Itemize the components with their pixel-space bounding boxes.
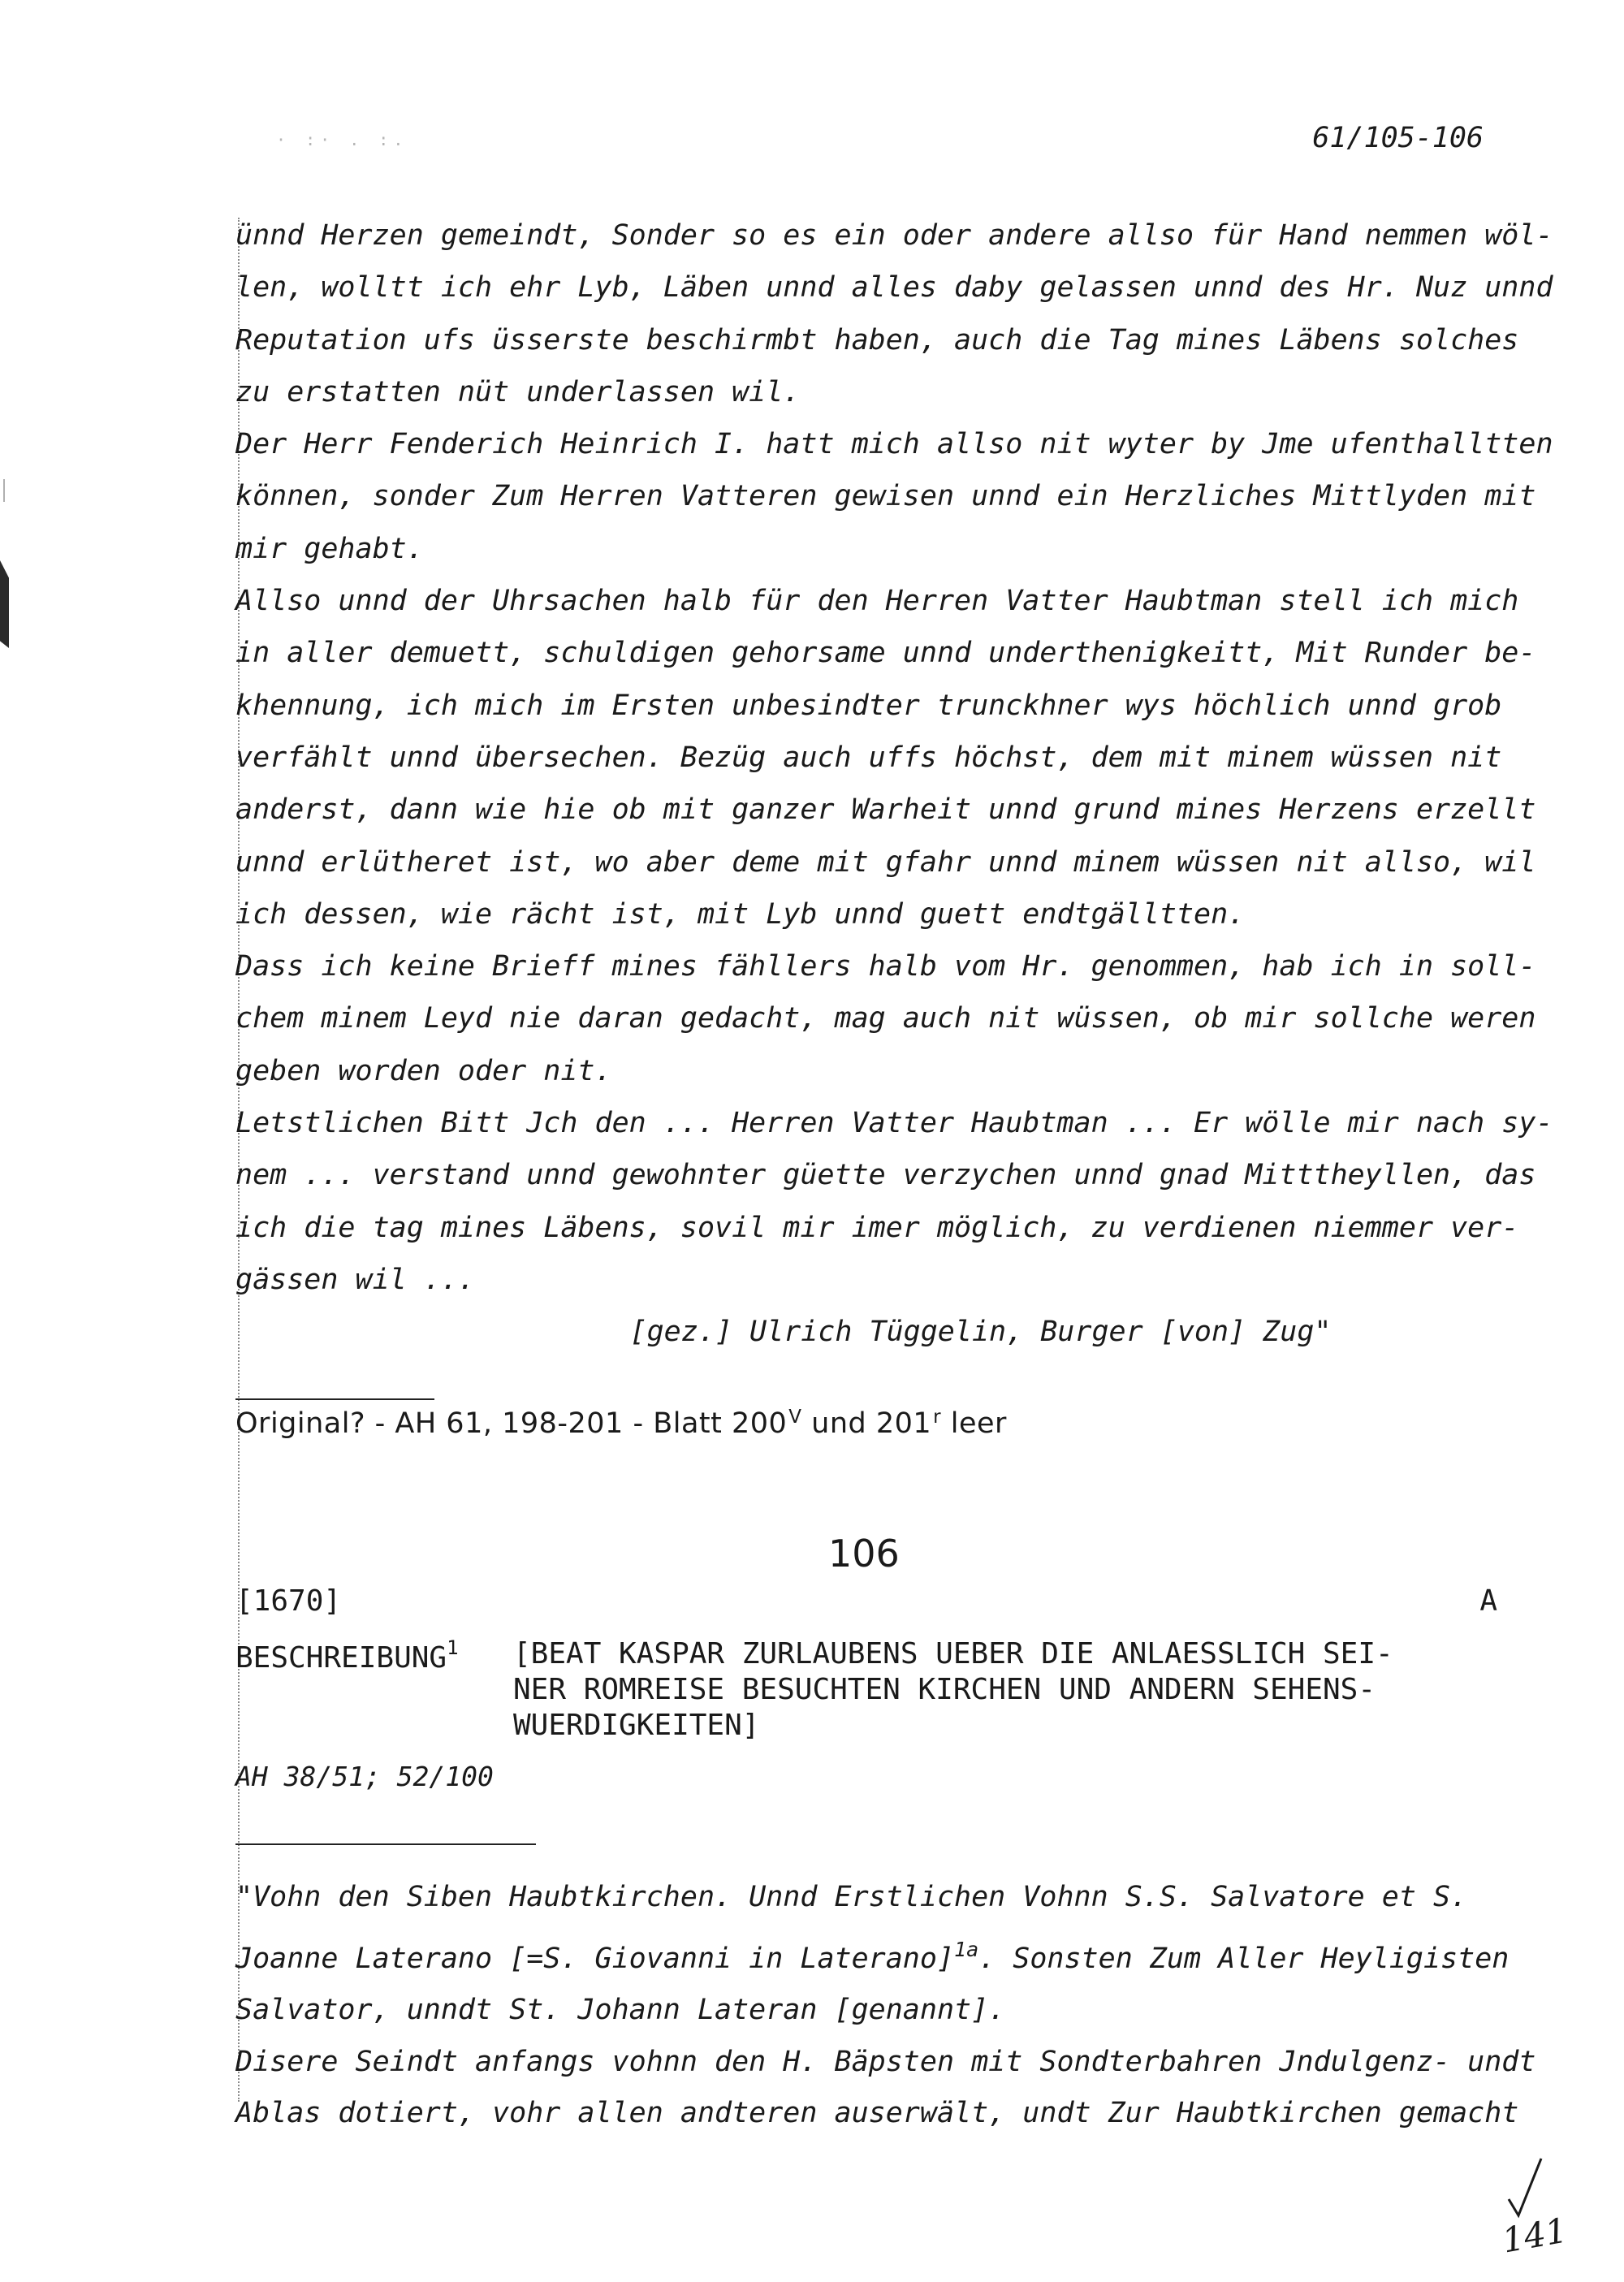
scan-edge-shadow (0, 560, 9, 648)
letter-body (235, 210, 1553, 1359)
body-line: können, sonder Zum Herren Vatteren gewisen unnd ein Herzliches Mittlyden mit (235, 480, 1536, 513)
body-line: geben worden oder nit. (235, 1054, 612, 1087)
body-line: khennung, ich mich im Ersten unbesindter trunckhner wys höchlich unnd grob (235, 689, 1502, 722)
quote-line: Disere Seindt anfangs vohnn den H. Bäpsten mit Sondterbahren Jndulgenz- undt (235, 2045, 1536, 2078)
quote-footnote-marker: 1a (954, 1937, 979, 1961)
quote-line-part: . Sonsten Zum Aller Heyligisten (978, 1942, 1510, 1975)
signature: [gez.] Ulrich Tüggelin, Burger [von] Zug" (629, 1316, 1332, 1349)
body-line: nem ... verstand unnd gewohnter güette verzychen unnd gnad Mittthеyllen, das (235, 1159, 1536, 1192)
body-line: chem minem Leyd nie daran gedacht, mag auch nit wüssen, ob mir sollche weren (235, 1002, 1536, 1035)
quote-block (235, 1872, 1535, 2140)
footnote-sup-v: V (788, 1407, 802, 1428)
footnote-sup-r: r (933, 1407, 942, 1428)
entry-title: [BEAT KASPAR ZURLAUBENS UEBER DIE ANLAESSLICH SEI- NER ROMREISE BESUCHTEN KIRCHEN UND ANDERN SEHENS- WUERDIGKEITEN] (513, 1637, 1393, 1742)
quote-line: Salvator, unndt St. Johann Lateran [genannt]. (235, 1994, 1006, 2026)
body-line: unnd erlütheret ist, wo aber deme mit gfahr unnd minem wüssen nit allso, wil (235, 845, 1536, 879)
body-line: ünnd Herzen gemeindt, Sonder so es ein oder andere allso für Hand nemmen wöl- (235, 219, 1553, 252)
entry-title-label (235, 1636, 459, 1675)
quote-line-part: Joanne Laterano [=S. Giovanni in Laterano] (235, 1942, 955, 1975)
quote-divider (235, 1843, 536, 1845)
scan-specks: · :· . :. (276, 130, 408, 149)
body-line: verfählt unnd übersechen. Bezüg auch uffs höchst, dem mit minem wüssen nit (235, 741, 1502, 774)
quote-line: Ablas dotiert, vohr allen andteren auserwält, undt Zur Haubtkirchen gemacht (235, 2097, 1519, 2129)
body-line: len, wolltt ich ehr Lyb, Läben unnd alles daby gelassen unnd des Hr. Nuz unnd (235, 271, 1553, 305)
scan-edge-mark (3, 479, 5, 502)
footnote (235, 1407, 1007, 1440)
page-reference: 61/105-106 (1312, 122, 1484, 154)
footnote-text: Original? - AH 61, 198-201 - Blatt 200 (235, 1407, 788, 1440)
entry-year: [1670] (235, 1584, 342, 1618)
footnote-text-mid: und 201 (801, 1407, 932, 1440)
body-line: mir gehabt. (235, 532, 424, 565)
body-line: ich die tag mines Läbens, sovil mir imer möglich, zu verdienen niemmer ver- (235, 1211, 1519, 1244)
title-footnote-marker: 1 (447, 1636, 459, 1659)
quote-line: "Vohn den Siben Haubtkirchen. Unnd Erstlichen Vohnn S.S. Salvatore et S. (235, 1881, 1468, 1913)
body-line: gässen wil ... (235, 1263, 476, 1296)
body-line: Reputation ufs üsserste beschirmbt haben, auch die Tag mines Läbens solches (235, 323, 1519, 357)
body-line: ich dessen, wie rächt ist, mit Lyb unnd guett endtgälltten. (235, 897, 1246, 931)
entry-number: 106 (828, 1532, 900, 1575)
entry-source: AH 38/51; 52/100 (235, 1761, 494, 1792)
body-line: zu erstatten nüt underlassen wil. (235, 375, 801, 408)
title-label-text: BESCHREIBUNG (235, 1641, 447, 1675)
handwritten-page-number: 141 (1499, 2210, 1570, 2261)
body-line: Dass ich keine Brieff mines fähllers halb vom Hr. genommen, hab ich in soll- (235, 950, 1536, 983)
body-line: Allso unnd der Uhrsachen halb für den Herren Vatter Haubtman stell ich mich (235, 585, 1519, 618)
footnote-text-end: leer (941, 1407, 1007, 1440)
body-line: Letstlichen Bitt Jch den ... Herren Vatter Haubtman ... Er wölle mir nach sy- (235, 1107, 1553, 1140)
footnote-divider (235, 1398, 434, 1400)
body-line: anderst, dann wie hie ob mit ganzer Warheit unnd grund mines Herzens erzellt (235, 793, 1536, 827)
entry-letter: A (1479, 1584, 1497, 1618)
body-line: in aller demuett, schuldigen gehorsame unnd underthenigkeitt, Mit Runder be- (235, 637, 1536, 670)
body-line: Der Herr Fenderich Heinrich I. hatt mich allso nit wyter by Jme ufenthalltten (235, 428, 1553, 461)
quote-line (235, 1924, 1535, 1986)
